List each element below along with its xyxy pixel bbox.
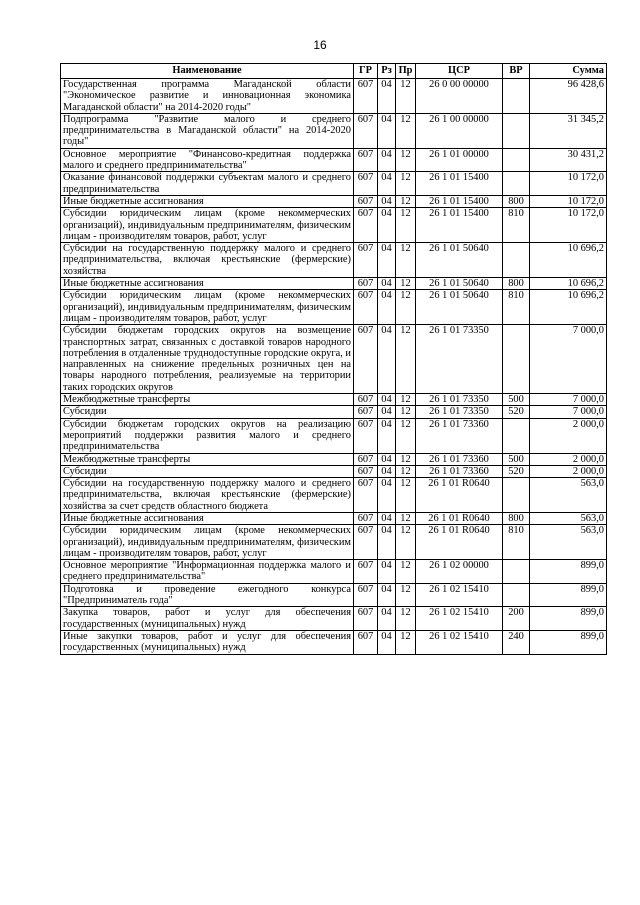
cell-csr: 26 1 02 15410 bbox=[416, 607, 503, 631]
table-row bbox=[61, 512, 607, 524]
cell-gr: 607 bbox=[354, 478, 378, 513]
cell-pr: 12 bbox=[396, 406, 416, 418]
cell-rz: 04 bbox=[378, 394, 396, 406]
cell-csr: 26 1 01 R0640 bbox=[416, 525, 503, 560]
cell-rz: 04 bbox=[378, 278, 396, 290]
cell-sum: 10 172,0 bbox=[530, 195, 607, 207]
cell-csr: 26 1 01 15400 bbox=[416, 172, 503, 196]
cell-rz: 04 bbox=[378, 453, 396, 465]
cell-vr bbox=[503, 148, 530, 172]
cell-name: Основное мероприятие "Информационная поддержка малого и среднего предпринимательства" bbox=[61, 560, 354, 584]
cell-sum: 2 000,0 bbox=[530, 465, 607, 477]
cell-sum: 899,0 bbox=[530, 583, 607, 607]
table-row bbox=[61, 453, 607, 465]
cell-pr: 12 bbox=[396, 512, 416, 524]
cell-vr: 520 bbox=[503, 465, 530, 477]
cell-pr: 12 bbox=[396, 325, 416, 394]
cell-csr: 26 1 01 73360 bbox=[416, 418, 503, 453]
table-row bbox=[61, 208, 607, 243]
cell-sum: 96 428,6 bbox=[530, 79, 607, 114]
cell-pr: 12 bbox=[396, 607, 416, 631]
cell-gr: 607 bbox=[354, 630, 378, 654]
cell-name: Иные бюджетные ассигнования bbox=[61, 195, 354, 207]
cell-name: Межбюджетные трансферты bbox=[61, 394, 354, 406]
cell-rz: 04 bbox=[378, 208, 396, 243]
table-row bbox=[61, 195, 607, 207]
header-csr: ЦСР bbox=[416, 64, 503, 79]
cell-pr: 12 bbox=[396, 525, 416, 560]
header-name: Наименование bbox=[61, 64, 354, 79]
cell-name: Государственная программа Магаданской области "Экономическое развитие и инновационная экономика Магаданской области" на 2014-2020 годы" bbox=[61, 79, 354, 114]
cell-csr: 26 1 01 73350 bbox=[416, 325, 503, 394]
cell-name: Субсидии bbox=[61, 406, 354, 418]
cell-rz: 04 bbox=[378, 195, 396, 207]
cell-rz: 04 bbox=[378, 79, 396, 114]
cell-vr: 200 bbox=[503, 607, 530, 631]
cell-name: Основное мероприятие "Финансово-кредитная поддержка малого и среднего предпринимательства" bbox=[61, 148, 354, 172]
table-row bbox=[61, 418, 607, 453]
cell-vr bbox=[503, 243, 530, 278]
cell-csr: 26 1 02 00000 bbox=[416, 560, 503, 584]
cell-sum: 899,0 bbox=[530, 630, 607, 654]
cell-rz: 04 bbox=[378, 243, 396, 278]
cell-name: Субсидии юридическим лицам (кроме некоммерческих организаций), индивидуальным предпринимателям, физическим лицам - производителям товаров, работ, услуг bbox=[61, 525, 354, 560]
header-sum: Сумма bbox=[530, 64, 607, 79]
cell-rz: 04 bbox=[378, 113, 396, 148]
budget-table bbox=[60, 63, 607, 655]
cell-gr: 607 bbox=[354, 525, 378, 560]
cell-csr: 26 1 00 00000 bbox=[416, 113, 503, 148]
cell-name: Подпрограмма "Развитие малого и среднего предпринимательства в Магаданской области" на 2014-2020 годы" bbox=[61, 113, 354, 148]
cell-vr bbox=[503, 418, 530, 453]
table-row bbox=[61, 79, 607, 114]
cell-name: Межбюджетные трансферты bbox=[61, 453, 354, 465]
cell-gr: 607 bbox=[354, 172, 378, 196]
cell-pr: 12 bbox=[396, 113, 416, 148]
cell-csr: 26 1 01 73360 bbox=[416, 453, 503, 465]
cell-vr bbox=[503, 583, 530, 607]
cell-vr bbox=[503, 79, 530, 114]
cell-vr: 500 bbox=[503, 394, 530, 406]
cell-sum: 7 000,0 bbox=[530, 406, 607, 418]
cell-pr: 12 bbox=[396, 418, 416, 453]
cell-name: Субсидии бюджетам городских округов на возмещение транспортных затрат, связанных с доставкой товаров народного потребления в отдаленные труднодоступные городские округа, и направленных на снижение предельных розничных цен на товары народного потребления, реализуемые на территории таких городских округов bbox=[61, 325, 354, 394]
cell-pr: 12 bbox=[396, 465, 416, 477]
cell-pr: 12 bbox=[396, 208, 416, 243]
table-row bbox=[61, 394, 607, 406]
cell-pr: 12 bbox=[396, 278, 416, 290]
cell-pr: 12 bbox=[396, 79, 416, 114]
cell-name: Иные бюджетные ассигнования bbox=[61, 512, 354, 524]
cell-name: Субсидии бюджетам городских округов на реализацию мероприятий поддержки развития малого и среднего предпринимательства bbox=[61, 418, 354, 453]
cell-gr: 607 bbox=[354, 195, 378, 207]
table-row bbox=[61, 406, 607, 418]
cell-rz: 04 bbox=[378, 148, 396, 172]
cell-vr: 800 bbox=[503, 512, 530, 524]
cell-vr: 810 bbox=[503, 290, 530, 325]
cell-vr bbox=[503, 172, 530, 196]
cell-csr: 26 1 02 15410 bbox=[416, 583, 503, 607]
cell-name: Субсидии на государственную поддержку малого и среднего предпринимательства, включая крестьянские (фермерские) хозяйства bbox=[61, 243, 354, 278]
cell-name: Субсидии юридическим лицам (кроме некоммерческих организаций), индивидуальным предпринимателям, физическим лицам - производителям товаров, работ, услуг bbox=[61, 208, 354, 243]
cell-pr: 12 bbox=[396, 560, 416, 584]
cell-name: Субсидии юридическим лицам (кроме некоммерческих организаций), индивидуальным предпринимателям, физическим лицам - производителям товаров, работ, услуг bbox=[61, 290, 354, 325]
cell-name: Закупка товаров, работ и услуг для обеспечения государственных (муниципальных) нужд bbox=[61, 607, 354, 631]
cell-csr: 26 1 01 15400 bbox=[416, 208, 503, 243]
cell-csr: 26 0 00 00000 bbox=[416, 79, 503, 114]
table-row bbox=[61, 465, 607, 477]
cell-gr: 607 bbox=[354, 290, 378, 325]
cell-csr: 26 1 01 50640 bbox=[416, 243, 503, 278]
cell-rz: 04 bbox=[378, 560, 396, 584]
cell-rz: 04 bbox=[378, 465, 396, 477]
cell-sum: 10 696,2 bbox=[530, 243, 607, 278]
table-row bbox=[61, 290, 607, 325]
cell-sum: 899,0 bbox=[530, 560, 607, 584]
cell-gr: 607 bbox=[354, 607, 378, 631]
header-vr: ВР bbox=[503, 64, 530, 79]
cell-gr: 607 bbox=[354, 418, 378, 453]
cell-name: Оказание финансовой поддержки субъектам малого и среднего предпринимательства bbox=[61, 172, 354, 196]
cell-gr: 607 bbox=[354, 79, 378, 114]
cell-pr: 12 bbox=[396, 195, 416, 207]
cell-sum: 563,0 bbox=[530, 525, 607, 560]
cell-rz: 04 bbox=[378, 325, 396, 394]
cell-rz: 04 bbox=[378, 406, 396, 418]
cell-csr: 26 1 01 73350 bbox=[416, 406, 503, 418]
cell-pr: 12 bbox=[396, 583, 416, 607]
cell-gr: 607 bbox=[354, 560, 378, 584]
table-row bbox=[61, 478, 607, 513]
cell-pr: 12 bbox=[396, 630, 416, 654]
cell-vr: 240 bbox=[503, 630, 530, 654]
cell-pr: 12 bbox=[396, 290, 416, 325]
cell-csr: 26 1 01 73360 bbox=[416, 465, 503, 477]
cell-vr bbox=[503, 478, 530, 513]
cell-sum: 563,0 bbox=[530, 478, 607, 513]
cell-gr: 607 bbox=[354, 453, 378, 465]
cell-csr: 26 1 01 50640 bbox=[416, 290, 503, 325]
cell-rz: 04 bbox=[378, 512, 396, 524]
cell-csr: 26 1 01 00000 bbox=[416, 148, 503, 172]
cell-csr: 26 1 01 R0640 bbox=[416, 512, 503, 524]
cell-gr: 607 bbox=[354, 243, 378, 278]
cell-sum: 899,0 bbox=[530, 607, 607, 631]
cell-name: Подготовка и проведение ежегодного конкурса "Предприниматель года" bbox=[61, 583, 354, 607]
table-header-row bbox=[61, 64, 607, 79]
table-row bbox=[61, 525, 607, 560]
cell-vr: 810 bbox=[503, 525, 530, 560]
cell-sum: 7 000,0 bbox=[530, 394, 607, 406]
cell-gr: 607 bbox=[354, 325, 378, 394]
cell-sum: 563,0 bbox=[530, 512, 607, 524]
cell-vr: 800 bbox=[503, 195, 530, 207]
cell-csr: 26 1 01 15400 bbox=[416, 195, 503, 207]
cell-name: Субсидии на государственную поддержку малого и среднего предпринимательства, включая крестьянские (фермерские) хозяйства за счет средств областного бюджета bbox=[61, 478, 354, 513]
cell-sum: 10 696,2 bbox=[530, 278, 607, 290]
cell-gr: 607 bbox=[354, 278, 378, 290]
table-row bbox=[61, 630, 607, 654]
table-row bbox=[61, 243, 607, 278]
cell-pr: 12 bbox=[396, 243, 416, 278]
cell-gr: 607 bbox=[354, 465, 378, 477]
cell-gr: 607 bbox=[354, 113, 378, 148]
cell-vr: 500 bbox=[503, 453, 530, 465]
table-row bbox=[61, 278, 607, 290]
cell-pr: 12 bbox=[396, 478, 416, 513]
cell-pr: 12 bbox=[396, 453, 416, 465]
cell-gr: 607 bbox=[354, 394, 378, 406]
table-body bbox=[61, 79, 607, 655]
cell-csr: 26 1 01 73350 bbox=[416, 394, 503, 406]
cell-vr: 800 bbox=[503, 278, 530, 290]
cell-rz: 04 bbox=[378, 418, 396, 453]
cell-rz: 04 bbox=[378, 525, 396, 560]
table-row bbox=[61, 560, 607, 584]
cell-gr: 607 bbox=[354, 583, 378, 607]
cell-sum: 10 172,0 bbox=[530, 172, 607, 196]
cell-pr: 12 bbox=[396, 394, 416, 406]
cell-sum: 2 000,0 bbox=[530, 418, 607, 453]
cell-gr: 607 bbox=[354, 406, 378, 418]
table-row bbox=[61, 172, 607, 196]
cell-vr bbox=[503, 325, 530, 394]
cell-sum: 10 696,2 bbox=[530, 290, 607, 325]
header-rz: Рз bbox=[378, 64, 396, 79]
page-number: 16 bbox=[313, 38, 327, 52]
cell-sum: 30 431,2 bbox=[530, 148, 607, 172]
cell-name: Иные бюджетные ассигнования bbox=[61, 278, 354, 290]
header-pr: Пр bbox=[396, 64, 416, 79]
cell-gr: 607 bbox=[354, 512, 378, 524]
table-row bbox=[61, 325, 607, 394]
cell-sum: 2 000,0 bbox=[530, 453, 607, 465]
cell-csr: 26 1 01 50640 bbox=[416, 278, 503, 290]
table-row bbox=[61, 148, 607, 172]
cell-vr: 520 bbox=[503, 406, 530, 418]
cell-vr bbox=[503, 560, 530, 584]
cell-csr: 26 1 01 R0640 bbox=[416, 478, 503, 513]
cell-gr: 607 bbox=[354, 148, 378, 172]
cell-rz: 04 bbox=[378, 583, 396, 607]
cell-vr: 810 bbox=[503, 208, 530, 243]
cell-pr: 12 bbox=[396, 172, 416, 196]
cell-rz: 04 bbox=[378, 607, 396, 631]
cell-rz: 04 bbox=[378, 290, 396, 325]
cell-pr: 12 bbox=[396, 148, 416, 172]
cell-sum: 10 172,0 bbox=[530, 208, 607, 243]
header-gr: ГР bbox=[354, 64, 378, 79]
cell-name: Субсидии bbox=[61, 465, 354, 477]
cell-rz: 04 bbox=[378, 478, 396, 513]
table-row bbox=[61, 583, 607, 607]
cell-sum: 31 345,2 bbox=[530, 113, 607, 148]
table-row bbox=[61, 113, 607, 148]
table-row bbox=[61, 607, 607, 631]
cell-csr: 26 1 02 15410 bbox=[416, 630, 503, 654]
cell-sum: 7 000,0 bbox=[530, 325, 607, 394]
cell-name: Иные закупки товаров, работ и услуг для обеспечения государственных (муниципальных) нужд bbox=[61, 630, 354, 654]
cell-gr: 607 bbox=[354, 208, 378, 243]
cell-rz: 04 bbox=[378, 172, 396, 196]
cell-vr bbox=[503, 113, 530, 148]
cell-rz: 04 bbox=[378, 630, 396, 654]
